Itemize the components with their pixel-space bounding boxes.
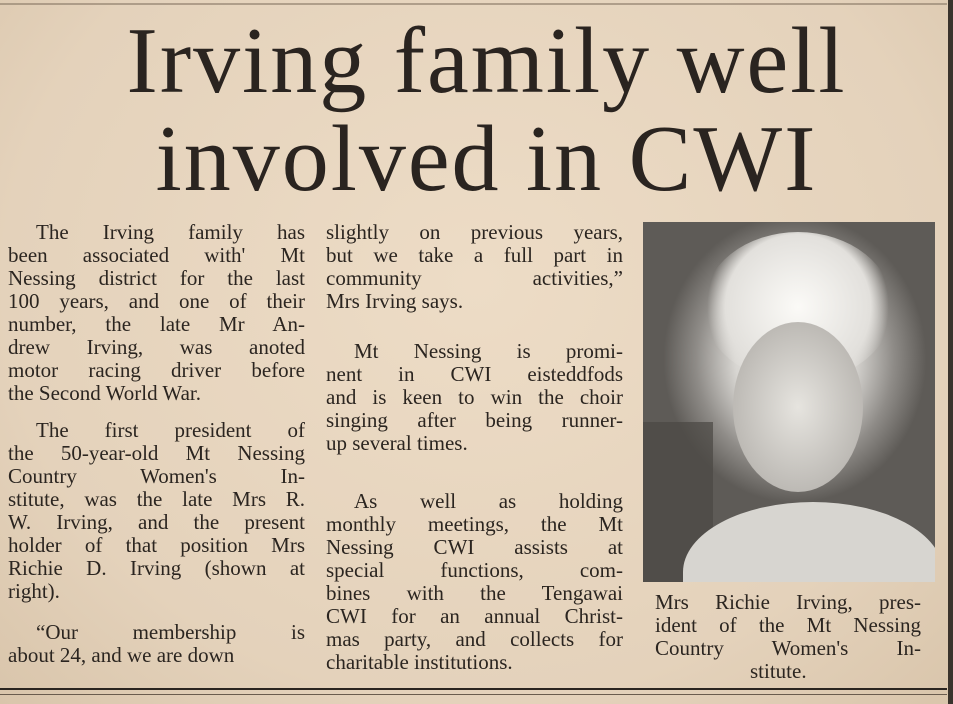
top-rule: [0, 3, 947, 5]
text-line: singing after being runner-: [326, 408, 623, 432]
text-line: Mrs Irving says.: [326, 289, 464, 313]
caption-line: Mrs Richie Irving, pres-: [655, 590, 921, 614]
headline-line-1: Irving family well: [126, 9, 847, 113]
text-line: CWI for an annual Christ-: [326, 604, 623, 628]
text-line: up several times.: [326, 431, 468, 455]
text-line: “Our membership is: [36, 620, 305, 644]
portrait-photo: [643, 222, 935, 582]
text-line: but we take a full part in: [326, 243, 623, 267]
text-line: Country Women's In-: [8, 464, 305, 488]
photo-caption: [655, 591, 921, 683]
text-line: charitable institutions.: [326, 650, 513, 674]
text-line: Nessing district for the last: [8, 266, 305, 290]
text-line: right).: [8, 579, 60, 603]
text-line: stitute, was the late Mrs R.: [8, 487, 305, 511]
text-line: been associated with' Mt: [8, 243, 305, 267]
caption-line: Country Women's In-: [655, 636, 921, 660]
paragraph: [8, 621, 305, 667]
text-line: drew Irving, was anoted: [8, 335, 305, 359]
text-line: The first president of: [36, 418, 305, 442]
text-line: W. Irving, and the present: [8, 510, 305, 534]
bottom-rule: [0, 688, 947, 690]
paragraph: [8, 419, 305, 603]
text-line: The Irving family has: [36, 220, 305, 244]
text-line: the 50-year-old Mt Nessing: [8, 441, 305, 465]
text-line: monthly meetings, the Mt: [326, 512, 623, 536]
text-line: community activities,”: [326, 266, 623, 290]
text-line: the Second World War.: [8, 381, 201, 405]
text-line: about 24, and we are down: [8, 643, 235, 667]
text-line: mas party, and collects for: [326, 627, 623, 651]
text-line: number, the late Mr An-: [8, 312, 305, 336]
paragraph: [326, 490, 623, 674]
text-line: 100 years, and one of their: [8, 289, 305, 313]
headline-line-2: involved in CWI: [155, 107, 818, 211]
paragraph: [8, 221, 305, 405]
text-line: special functions, com-: [326, 558, 623, 582]
text-line: holder of that position Mrs: [8, 533, 305, 557]
caption-line: stitute.: [750, 659, 807, 683]
paragraph: [326, 221, 623, 313]
text-line: As well as holding: [354, 489, 623, 513]
text-line: Mt Nessing is promi-: [354, 339, 623, 363]
text-line: slightly on previous years,: [326, 220, 623, 244]
bottom-rule-thin: [0, 694, 947, 695]
paragraph: [326, 340, 623, 455]
text-line: Nessing CWI assists at: [326, 535, 623, 559]
text-line: and is keen to win the choir: [326, 385, 623, 409]
text-line: motor racing driver before: [8, 358, 305, 382]
text-line: Richie D. Irving (shown at: [8, 556, 305, 580]
caption-line: ident of the Mt Nessing: [655, 613, 921, 637]
text-line: nent in CWI eisteddfods: [326, 362, 623, 386]
text-line: bines with the Tengawai: [326, 581, 623, 605]
